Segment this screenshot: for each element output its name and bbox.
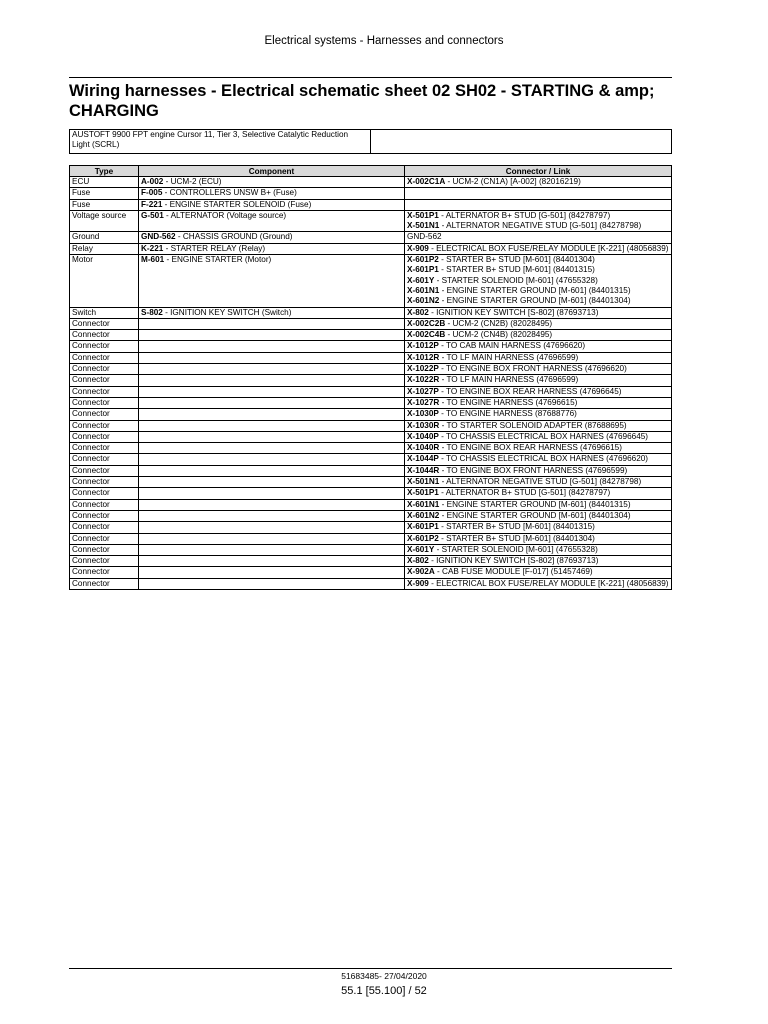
cell-connector bbox=[405, 364, 672, 375]
cell-connector bbox=[405, 386, 672, 397]
cell-type: Connector bbox=[70, 420, 139, 431]
cell-connector-line bbox=[407, 296, 669, 306]
cell-connector-line bbox=[407, 500, 669, 510]
part-code: X-1027P bbox=[407, 386, 439, 396]
cell-type: Connector bbox=[70, 352, 139, 363]
cell-component bbox=[139, 533, 405, 544]
part-code: X-1030P bbox=[407, 409, 439, 419]
part-description: - TO ENGINE HARNESS (87688776) bbox=[438, 409, 577, 419]
part-code: F-005 bbox=[141, 188, 163, 198]
cell-type: Connector bbox=[70, 330, 139, 341]
cell-connector-line bbox=[407, 454, 669, 464]
cell-type: Connector bbox=[70, 567, 139, 578]
part-description: - TO CHASSIS ELECTRICAL BOX HARNES (47696620) bbox=[438, 454, 649, 464]
cell-type: Motor bbox=[70, 255, 139, 307]
part-code: X-601P2 bbox=[407, 533, 439, 543]
part-description: - ALTERNATOR NEGATIVE STUD [G-501] (84278798) bbox=[439, 221, 642, 231]
table-row bbox=[70, 188, 672, 199]
cell-type: Fuse bbox=[70, 188, 139, 199]
cell-type: ECU bbox=[70, 177, 139, 188]
table-body bbox=[70, 177, 672, 590]
cell-connector-line bbox=[407, 177, 669, 187]
cell-type: Relay bbox=[70, 243, 139, 254]
part-description: - STARTER B+ STUD [M-601] (84401304) bbox=[438, 533, 595, 543]
part-description: - CONTROLLERS UNSW B+ (Fuse) bbox=[162, 188, 297, 198]
cell-connector bbox=[405, 567, 672, 578]
cell-connector-line bbox=[407, 364, 669, 374]
part-code: X-501N1 bbox=[407, 477, 440, 487]
cell-component-line bbox=[141, 255, 402, 265]
part-code: X-1040P bbox=[407, 431, 439, 441]
part-code: M-601 bbox=[141, 255, 165, 265]
cell-component bbox=[139, 522, 405, 533]
cell-connector-line bbox=[407, 375, 669, 385]
table-row bbox=[70, 578, 672, 589]
cell-connector-line bbox=[407, 353, 669, 363]
part-description: - STARTER B+ STUD [M-601] (84401315) bbox=[438, 265, 595, 275]
cell-connector bbox=[405, 330, 672, 341]
cell-connector-line bbox=[407, 545, 669, 555]
part-description: - TO ENGINE HARNESS (47696615) bbox=[439, 397, 578, 407]
cell-type: Connector bbox=[70, 578, 139, 589]
cell-component bbox=[139, 386, 405, 397]
cell-component-line bbox=[141, 200, 402, 210]
part-description: - TO ENGINE BOX REAR HARNESS (47696615) bbox=[439, 443, 622, 453]
part-code: X-002C4B bbox=[407, 330, 446, 340]
cell-connector bbox=[405, 397, 672, 408]
page-title: Wiring harnesses - Electrical schematic sheet 02 SH02 - STARTING & amp; CHARGING bbox=[69, 82, 655, 120]
cell-connector-line bbox=[407, 221, 669, 231]
cell-component bbox=[139, 567, 405, 578]
cell-component bbox=[139, 499, 405, 510]
cell-component bbox=[139, 420, 405, 431]
cell-connector bbox=[405, 510, 672, 521]
part-description: - UCM-2 (CN2B) (82028495) bbox=[445, 318, 553, 328]
cell-component bbox=[139, 177, 405, 188]
table-row bbox=[70, 409, 672, 420]
cell-connector bbox=[405, 477, 672, 488]
cell-component bbox=[139, 578, 405, 589]
part-description: - ALTERNATOR B+ STUD [G-501] (84278797) bbox=[438, 210, 611, 220]
table-row bbox=[70, 522, 672, 533]
table-row bbox=[70, 544, 672, 555]
cell-connector bbox=[405, 232, 672, 243]
column-header-type: Type bbox=[70, 166, 139, 177]
table-row bbox=[70, 330, 672, 341]
cell-connector-line bbox=[407, 477, 669, 487]
cell-component bbox=[139, 188, 405, 199]
table-row bbox=[70, 386, 672, 397]
table-row bbox=[70, 375, 672, 386]
part-description: - TO ENGINE BOX FRONT HARNESS (47696620) bbox=[438, 364, 627, 374]
part-code: X-1044R bbox=[407, 465, 440, 475]
part-description: - ALTERNATOR (Voltage source) bbox=[163, 210, 287, 220]
cell-type: Fuse bbox=[70, 199, 139, 210]
part-code: K-221 bbox=[141, 243, 164, 253]
cell-connector bbox=[405, 177, 672, 188]
cell-connector-line bbox=[407, 211, 669, 221]
table-row bbox=[70, 232, 672, 243]
cell-connector-line bbox=[407, 556, 669, 566]
part-description: - STARTER SOLENOID [M-601] (47655328) bbox=[434, 544, 598, 554]
part-code: X-909 bbox=[407, 243, 429, 253]
cell-type: Connector bbox=[70, 386, 139, 397]
cell-connector-line bbox=[407, 398, 669, 408]
cell-connector bbox=[405, 243, 672, 254]
part-description: - ENGINE STARTER SOLENOID (Fuse) bbox=[162, 199, 312, 209]
cell-connector bbox=[405, 556, 672, 567]
part-code: X-1030R bbox=[407, 420, 440, 430]
table-row bbox=[70, 431, 672, 442]
cell-component bbox=[139, 465, 405, 476]
cell-connector-line bbox=[407, 488, 669, 498]
table-row bbox=[70, 465, 672, 476]
part-description: GND-562 bbox=[407, 232, 442, 242]
cell-type: Connector bbox=[70, 465, 139, 476]
cell-connector-line bbox=[407, 255, 669, 265]
cell-component bbox=[139, 199, 405, 210]
part-description: - TO CHASSIS ELECTRICAL BOX HARNES (47696645) bbox=[438, 431, 649, 441]
cell-component-line bbox=[141, 308, 402, 318]
cell-type: Connector bbox=[70, 533, 139, 544]
table-row bbox=[70, 488, 672, 499]
part-description: - ENGINE STARTER (Motor) bbox=[164, 255, 272, 265]
cell-connector bbox=[405, 375, 672, 386]
part-code: X-1040R bbox=[407, 443, 440, 453]
part-description: - ELECTRICAL BOX FUSE/RELAY MODULE [K-221] (48056839) bbox=[428, 578, 669, 588]
cell-connector-line bbox=[407, 443, 669, 453]
table-row bbox=[70, 443, 672, 454]
part-description: - IGNITION KEY SWITCH [S-802] (87693713) bbox=[428, 307, 599, 317]
table-row bbox=[70, 307, 672, 318]
page-number: 55.1 [55.100] / 52 bbox=[341, 985, 427, 997]
cell-connector bbox=[405, 431, 672, 442]
table-row bbox=[70, 255, 672, 307]
column-header-connector: Connector / Link bbox=[405, 166, 672, 177]
document-reference: 51683485- 27/04/2020 bbox=[341, 971, 427, 981]
cell-type: Connector bbox=[70, 318, 139, 329]
cell-connector-line bbox=[407, 319, 669, 329]
footer-rule bbox=[69, 968, 672, 969]
cell-type: Connector bbox=[70, 397, 139, 408]
cell-type: Connector bbox=[70, 454, 139, 465]
cell-component-line bbox=[141, 244, 402, 254]
part-description: - STARTER RELAY (Relay) bbox=[163, 243, 266, 253]
part-code: X-601Y bbox=[407, 544, 435, 554]
part-code: X-802 bbox=[407, 307, 429, 317]
cell-type: Switch bbox=[70, 307, 139, 318]
title-rule bbox=[69, 77, 672, 78]
part-description: - STARTER SOLENOID [M-601] (47655328) bbox=[434, 275, 598, 285]
cell-component bbox=[139, 232, 405, 243]
part-code: X-802 bbox=[407, 556, 429, 566]
cell-component bbox=[139, 488, 405, 499]
cell-type: Connector bbox=[70, 364, 139, 375]
cell-component bbox=[139, 330, 405, 341]
cell-connector-line bbox=[407, 341, 669, 351]
cell-connector bbox=[405, 210, 672, 232]
part-code: A-002 bbox=[141, 177, 164, 186]
cell-connector bbox=[405, 255, 672, 307]
cell-type: Connector bbox=[70, 556, 139, 567]
cell-type: Ground bbox=[70, 232, 139, 243]
table-row bbox=[70, 352, 672, 363]
cell-connector-line bbox=[407, 308, 669, 318]
cell-connector bbox=[405, 443, 672, 454]
cell-connector bbox=[405, 352, 672, 363]
part-description: - CAB FUSE MODULE [F-017] (51457469) bbox=[434, 567, 593, 577]
table-row bbox=[70, 420, 672, 431]
cell-component bbox=[139, 375, 405, 386]
part-code: X-501P1 bbox=[407, 210, 439, 220]
cell-connector bbox=[405, 488, 672, 499]
cell-component-line bbox=[141, 211, 402, 221]
table-row bbox=[70, 499, 672, 510]
cell-component bbox=[139, 454, 405, 465]
part-code: X-1022P bbox=[407, 364, 439, 374]
page-header: Electrical systems - Harnesses and connectors bbox=[264, 35, 504, 47]
cell-type: Connector bbox=[70, 477, 139, 488]
cell-connector bbox=[405, 454, 672, 465]
cell-connector-line bbox=[407, 232, 669, 242]
part-description: - TO ENGINE BOX REAR HARNESS (47696645) bbox=[438, 386, 622, 396]
part-description: - ALTERNATOR B+ STUD [G-501] (84278797) bbox=[438, 488, 611, 498]
part-description: - ENGINE STARTER GROUND [M-601] (84401304) bbox=[439, 296, 631, 306]
part-code: X-601P2 bbox=[407, 255, 439, 265]
cell-connector-line bbox=[407, 409, 669, 419]
part-code: X-601P1 bbox=[407, 522, 439, 532]
cell-type: Connector bbox=[70, 431, 139, 442]
cell-connector bbox=[405, 578, 672, 589]
part-description: - CHASSIS GROUND (Ground) bbox=[175, 232, 293, 242]
cell-component bbox=[139, 443, 405, 454]
cell-component bbox=[139, 556, 405, 567]
part-code: X-1012R bbox=[407, 352, 440, 362]
cell-connector bbox=[405, 522, 672, 533]
part-description: - ALTERNATOR NEGATIVE STUD [G-501] (84278798) bbox=[439, 477, 642, 487]
cell-component bbox=[139, 352, 405, 363]
cell-type: Connector bbox=[70, 522, 139, 533]
cell-type: Connector bbox=[70, 499, 139, 510]
cell-connector bbox=[405, 465, 672, 476]
part-description: - TO ENGINE BOX FRONT HARNESS (47696599) bbox=[439, 465, 628, 475]
cell-type: Connector bbox=[70, 409, 139, 420]
cell-type: Voltage source bbox=[70, 210, 139, 232]
part-description: - TO STARTER SOLENOID ADAPTER (87688695) bbox=[439, 420, 627, 430]
table-row bbox=[70, 318, 672, 329]
part-code: X-002C2B bbox=[407, 318, 446, 328]
cell-connector-line bbox=[407, 432, 669, 442]
cell-connector-line bbox=[407, 579, 669, 589]
model-info-extra-cell bbox=[371, 130, 672, 154]
cell-type: Connector bbox=[70, 488, 139, 499]
model-info-table bbox=[69, 129, 672, 154]
table-row bbox=[70, 210, 672, 232]
cell-connector bbox=[405, 199, 672, 210]
cell-type: Connector bbox=[70, 510, 139, 521]
table-row bbox=[70, 199, 672, 210]
cell-component-line bbox=[141, 188, 402, 198]
cell-component bbox=[139, 409, 405, 420]
part-code: X-601P1 bbox=[407, 265, 439, 275]
part-description: - TO LF MAIN HARNESS (47696599) bbox=[439, 352, 579, 362]
model-info-cell: AUSTOFT 9900 FPT engine Cursor 11, Tier 3, Selective Catalytic Reduction Light (SCRL) bbox=[70, 130, 371, 154]
cell-component bbox=[139, 510, 405, 521]
cell-connector-line bbox=[407, 567, 669, 577]
cell-type: Connector bbox=[70, 443, 139, 454]
cell-type: Connector bbox=[70, 341, 139, 352]
part-code: X-1027R bbox=[407, 397, 440, 407]
part-description: - IGNITION KEY SWITCH [S-802] (87693713) bbox=[428, 556, 599, 566]
part-code: X-1022R bbox=[407, 375, 440, 385]
part-description: - STARTER B+ STUD [M-601] (84401315) bbox=[438, 522, 595, 532]
cell-connector bbox=[405, 499, 672, 510]
column-header-component: Component bbox=[139, 166, 405, 177]
part-description: - ENGINE STARTER GROUND [M-601] (84401315) bbox=[439, 499, 631, 509]
table-row bbox=[70, 397, 672, 408]
cell-connector-line bbox=[407, 330, 669, 340]
cell-component bbox=[139, 477, 405, 488]
part-description: - IGNITION KEY SWITCH (Switch) bbox=[162, 307, 292, 317]
cell-connector bbox=[405, 188, 672, 199]
part-description: - ENGINE STARTER GROUND [M-601] (84401304) bbox=[439, 510, 631, 520]
part-code: X-1044P bbox=[407, 454, 439, 464]
table-header-row bbox=[70, 166, 672, 177]
cell-component bbox=[139, 255, 405, 307]
cell-connector-line bbox=[407, 265, 669, 275]
part-code: X-002C1A bbox=[407, 177, 446, 186]
cell-connector-line bbox=[407, 286, 669, 296]
table-row bbox=[70, 243, 672, 254]
cell-connector bbox=[405, 307, 672, 318]
cell-type: Connector bbox=[70, 544, 139, 555]
cell-connector-line bbox=[407, 276, 669, 286]
part-description: - TO LF MAIN HARNESS (47696599) bbox=[439, 375, 579, 385]
cell-component bbox=[139, 544, 405, 555]
cell-connector-line bbox=[407, 534, 669, 544]
table-row bbox=[70, 556, 672, 567]
part-code: X-601N2 bbox=[407, 510, 440, 520]
table-row bbox=[70, 477, 672, 488]
cell-connector-line bbox=[407, 421, 669, 431]
cell-component bbox=[139, 243, 405, 254]
part-code: G-501 bbox=[141, 210, 164, 220]
part-description: - ENGINE STARTER GROUND [M-601] (84401315) bbox=[439, 285, 631, 295]
table-row bbox=[70, 177, 672, 188]
part-code: X-501N1 bbox=[407, 221, 440, 231]
cell-connector-line bbox=[407, 511, 669, 521]
table-row bbox=[70, 364, 672, 375]
part-code: X-601Y bbox=[407, 275, 435, 285]
part-code: X-909 bbox=[407, 578, 429, 588]
cell-component bbox=[139, 210, 405, 232]
part-code: X-902A bbox=[407, 567, 435, 577]
part-code: F-221 bbox=[141, 199, 163, 209]
table-row bbox=[70, 533, 672, 544]
cell-connector bbox=[405, 420, 672, 431]
cell-connector bbox=[405, 409, 672, 420]
cell-component bbox=[139, 397, 405, 408]
cell-connector bbox=[405, 318, 672, 329]
part-description: - TO CAB MAIN HARNESS (47696620) bbox=[438, 341, 586, 351]
cell-type: Connector bbox=[70, 375, 139, 386]
part-code: S-802 bbox=[141, 307, 163, 317]
part-code: X-601N2 bbox=[407, 296, 440, 306]
harness-table bbox=[69, 165, 672, 590]
cell-component bbox=[139, 364, 405, 375]
part-code: X-601N1 bbox=[407, 285, 440, 295]
part-code: X-1012P bbox=[407, 341, 439, 351]
part-description: - UCM-2 (ECU) bbox=[163, 177, 222, 186]
cell-component bbox=[139, 307, 405, 318]
cell-connector bbox=[405, 341, 672, 352]
part-code: X-501P1 bbox=[407, 488, 439, 498]
part-description: - UCM-2 (CN4B) (82028495) bbox=[445, 330, 553, 340]
cell-component bbox=[139, 341, 405, 352]
cell-connector-line bbox=[407, 244, 669, 254]
table-row bbox=[70, 567, 672, 578]
cell-component bbox=[139, 431, 405, 442]
part-code: X-601N1 bbox=[407, 499, 440, 509]
part-description: - UCM-2 (CN1A) [A-002] (82016219) bbox=[445, 177, 581, 186]
cell-connector bbox=[405, 533, 672, 544]
cell-connector-line bbox=[407, 522, 669, 532]
part-code: GND-562 bbox=[141, 232, 176, 242]
table-row bbox=[70, 454, 672, 465]
table-row bbox=[70, 510, 672, 521]
cell-component-line bbox=[141, 232, 402, 242]
cell-component bbox=[139, 318, 405, 329]
cell-connector-line bbox=[407, 387, 669, 397]
table-row bbox=[70, 341, 672, 352]
cell-component-line bbox=[141, 177, 402, 187]
part-description: - STARTER B+ STUD [M-601] (84401304) bbox=[438, 255, 595, 265]
cell-connector bbox=[405, 544, 672, 555]
part-description: - ELECTRICAL BOX FUSE/RELAY MODULE [K-221] (48056839) bbox=[428, 243, 669, 253]
cell-connector-line bbox=[407, 466, 669, 476]
